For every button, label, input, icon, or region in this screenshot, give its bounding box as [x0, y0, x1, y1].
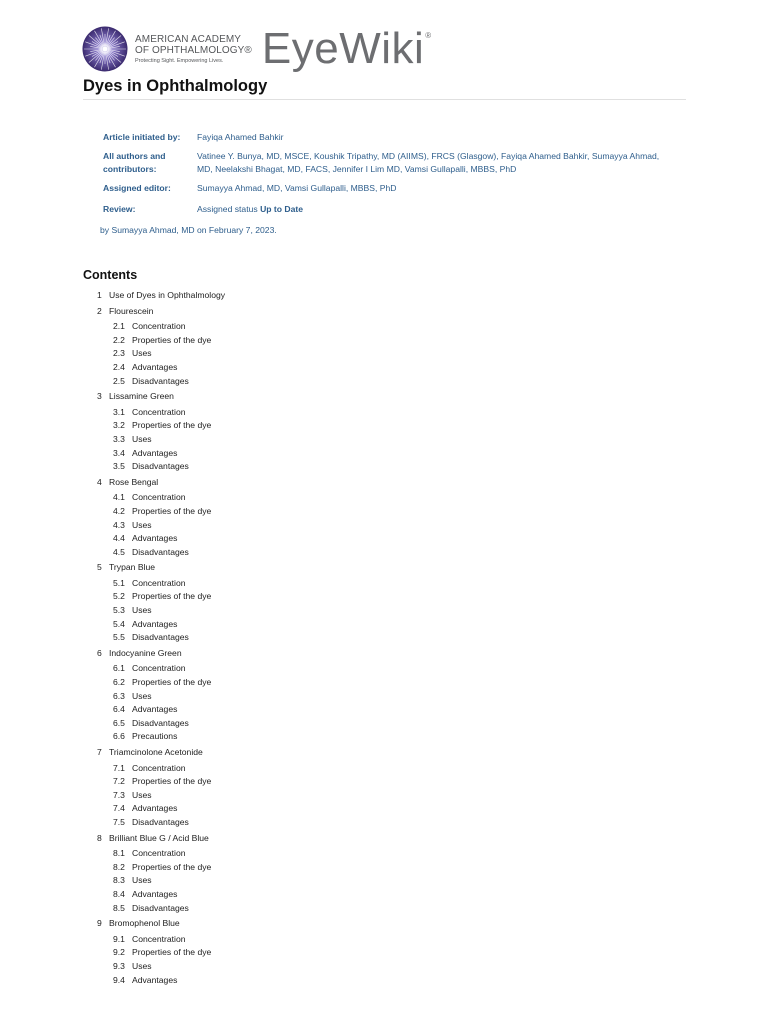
- toc-link[interactable]: [97, 476, 497, 490]
- toc-subtitle: Disadvantages: [132, 632, 189, 643]
- toc-number: 7: [97, 747, 102, 757]
- toc-subtitle: Uses: [132, 433, 152, 444]
- toc-subtitle: Properties of the dye: [132, 591, 212, 602]
- toc-title: Indocyanine Green: [109, 647, 182, 658]
- toc-link[interactable]: [97, 289, 497, 303]
- toc-subnumber: 7.4: [113, 803, 125, 814]
- toc-subtitle: Disadvantages: [132, 717, 189, 728]
- toc-subnumber: 4.3: [113, 519, 125, 530]
- toc-sublink[interactable]: [113, 762, 497, 776]
- toc-sublink[interactable]: [113, 618, 497, 632]
- article-info: [103, 131, 663, 216]
- review-by-line[interactable]: by Sumayya Ahmad, MD on February 7, 2023.: [100, 225, 277, 235]
- toc-subtitle: Advantages: [132, 803, 178, 814]
- toc-subtitle: Advantages: [132, 361, 178, 372]
- toc-number: 1: [97, 290, 102, 300]
- toc-subnumber: 6.6: [113, 731, 125, 742]
- toc-subtitle: Concentration: [132, 663, 186, 674]
- toc-sublink[interactable]: [113, 334, 497, 348]
- toc-sublist: [97, 320, 497, 388]
- toc-subnumber: 6.1: [113, 663, 125, 674]
- toc-section: [97, 476, 497, 560]
- toc-subtitle: Concentration: [132, 321, 186, 332]
- eyewiki-wordmark: [261, 24, 432, 73]
- toc-title: Lissamine Green: [109, 391, 174, 402]
- toc-link[interactable]: [97, 746, 497, 760]
- toc-section: [97, 390, 497, 474]
- toc-subnumber: 3.5: [113, 461, 125, 472]
- toc-sublink[interactable]: [113, 320, 497, 334]
- toc-subnumber: 7.2: [113, 776, 125, 787]
- toc-title: Bromophenol Blue: [109, 918, 180, 929]
- toc-subtitle: Precautions: [132, 731, 178, 742]
- toc-title: Rose Bengal: [109, 476, 159, 487]
- toc-link[interactable]: [97, 917, 497, 931]
- toc-sublink[interactable]: [113, 946, 497, 960]
- toc-sublink[interactable]: [113, 631, 497, 645]
- toc-subtitle: Advantages: [132, 447, 178, 458]
- toc-subtitle: Disadvantages: [132, 375, 189, 386]
- page-title: Dyes in Ophthalmology: [83, 77, 686, 100]
- toc-subtitle: Properties of the dye: [132, 505, 212, 516]
- toc-subnumber: 5.4: [113, 618, 125, 629]
- toc-subtitle: Advantages: [132, 533, 178, 544]
- toc-sublink[interactable]: [113, 703, 497, 717]
- article-info-row: [103, 150, 663, 176]
- toc-link[interactable]: [97, 832, 497, 846]
- toc-subnumber: 9.2: [113, 947, 125, 958]
- toc-title: Use of Dyes in Ophthalmology: [109, 290, 226, 300]
- toc-subnumber: 2.3: [113, 348, 125, 359]
- toc-subtitle: Uses: [132, 348, 152, 359]
- aao-starburst-icon: [82, 26, 128, 72]
- toc-subtitle: Properties of the dye: [132, 677, 212, 688]
- toc-subtitle: Disadvantages: [132, 546, 189, 557]
- toc-subnumber: 8.4: [113, 888, 125, 899]
- toc-subtitle: Concentration: [132, 762, 186, 773]
- toc-sublink[interactable]: [113, 690, 497, 704]
- toc-subtitle: Disadvantages: [132, 902, 189, 913]
- review-status-value: Up to Date: [260, 204, 304, 214]
- toc-subnumber: 8.3: [113, 875, 125, 886]
- toc-sublink[interactable]: [113, 546, 497, 560]
- toc-subnumber: 6.2: [113, 677, 125, 688]
- toc-section: [97, 289, 497, 303]
- toc-subnumber: 2.4: [113, 361, 125, 372]
- toc-sublink[interactable]: [113, 361, 497, 375]
- toc-sublink[interactable]: [113, 532, 497, 546]
- toc-subtitle: Properties of the dye: [132, 776, 212, 787]
- toc-sublink[interactable]: [113, 717, 497, 731]
- toc-subtitle: Concentration: [132, 406, 186, 417]
- toc-sublink[interactable]: [113, 847, 497, 861]
- toc-sublink[interactable]: [113, 604, 497, 618]
- toc-sublink[interactable]: [113, 447, 497, 461]
- toc-subtitle: Uses: [132, 875, 152, 886]
- info-label: Assigned editor:: [103, 183, 171, 193]
- toc-sublink[interactable]: [113, 460, 497, 474]
- toc-sublink[interactable]: [113, 419, 497, 433]
- toc-sublist: [97, 491, 497, 559]
- org-name: [135, 34, 252, 65]
- toc-sublink[interactable]: [113, 874, 497, 888]
- toc-section: [97, 647, 497, 744]
- toc-subtitle: Uses: [132, 519, 152, 530]
- toc-subnumber: 4.1: [113, 492, 125, 503]
- toc-subtitle: Properties of the dye: [132, 861, 212, 872]
- toc-subtitle: Uses: [132, 789, 152, 800]
- wordmark-text: EyeWiki: [261, 24, 425, 73]
- toc-link[interactable]: [97, 647, 497, 661]
- info-value[interactable]: Fayiqa Ahamed Bahkir: [197, 132, 284, 142]
- toc-subtitle: Advantages: [132, 704, 178, 715]
- toc-sublink[interactable]: [113, 802, 497, 816]
- toc-subnumber: 4.5: [113, 546, 125, 557]
- toc-subnumber: 3.2: [113, 420, 125, 431]
- toc-sublink[interactable]: [113, 375, 497, 389]
- site-logo[interactable]: [82, 26, 432, 72]
- toc-subnumber: 7.5: [113, 816, 125, 827]
- toc-section: [97, 746, 497, 830]
- toc-subtitle: Properties of the dye: [132, 420, 212, 431]
- toc-subnumber: 5.5: [113, 632, 125, 643]
- contents-heading: Contents: [83, 268, 138, 282]
- toc-subnumber: 3.3: [113, 433, 125, 444]
- toc-subnumber: 5.3: [113, 605, 125, 616]
- toc-sublist: [97, 933, 497, 987]
- registered-mark: ®: [425, 31, 432, 40]
- toc-subtitle: Concentration: [132, 848, 186, 859]
- article-info-row: [103, 182, 663, 195]
- toc-subtitle: Concentration: [132, 577, 186, 588]
- toc-number: 6: [97, 647, 102, 658]
- toc-number: 3: [97, 391, 102, 402]
- toc-sublist: [97, 577, 497, 645]
- info-label: Article initiated by:: [103, 132, 181, 142]
- review-label: Review:: [103, 204, 136, 214]
- toc-subtitle: Disadvantages: [132, 461, 189, 472]
- toc-sublink[interactable]: [113, 577, 497, 591]
- info-value[interactable]: Sumayya Ahmad, MD, Vamsi Gullapalli, MBBS, PhD: [197, 183, 397, 193]
- org-name-line1: AMERICAN ACADEMY: [135, 33, 242, 45]
- toc-sublink[interactable]: [113, 933, 497, 947]
- toc-subnumber: 9.3: [113, 960, 125, 971]
- toc-sublist: [97, 662, 497, 744]
- org-name-line2: OF OPHTHALMOLOGY®: [135, 44, 252, 56]
- toc-sublink[interactable]: [113, 491, 497, 505]
- toc-subnumber: 3.4: [113, 447, 125, 458]
- toc-number: 9: [97, 918, 102, 929]
- toc-section: [97, 561, 497, 645]
- toc-subtitle: Advantages: [132, 974, 178, 985]
- toc-sublink[interactable]: [113, 775, 497, 789]
- toc-section: [97, 832, 497, 916]
- review-status: [197, 203, 663, 216]
- toc-subtitle: Advantages: [132, 618, 178, 629]
- toc-title: Brilliant Blue G / Acid Blue: [109, 832, 209, 843]
- toc-subnumber: 7.1: [113, 762, 125, 773]
- toc-subnumber: 3.1: [113, 406, 125, 417]
- toc-sublink[interactable]: [113, 816, 497, 830]
- table-of-contents: [97, 289, 497, 989]
- toc-subtitle: Uses: [132, 960, 152, 971]
- toc-subnumber: 9.4: [113, 974, 125, 985]
- toc-sublist: [97, 406, 497, 474]
- toc-sublink[interactable]: [113, 590, 497, 604]
- toc-link[interactable]: [97, 305, 497, 319]
- toc-sublink[interactable]: [113, 347, 497, 361]
- toc-link[interactable]: [97, 390, 497, 404]
- article-info-row: [103, 131, 663, 144]
- toc-sublink[interactable]: [113, 519, 497, 533]
- toc-subtitle: Uses: [132, 690, 152, 701]
- toc-subtitle: Concentration: [132, 492, 186, 503]
- toc-sublink[interactable]: [113, 662, 497, 676]
- toc-sublink[interactable]: [113, 974, 497, 988]
- toc-subnumber: 8.2: [113, 861, 125, 872]
- toc-subnumber: 6.5: [113, 717, 125, 728]
- org-tagline: Protecting Sight. Empowering Lives.: [135, 57, 224, 64]
- info-value[interactable]: Vatinee Y. Bunya, MD, MSCE, Koushik Tripathy, MD (AIIMS), FRCS (Glasgow), Fayiqa Ahamed Bahkir, Sumayya Ahmad, MD, Neelakshi Bhagat, MD, FACS, Jennifer I Lim MD, Vamsi Gullapalli, MBBS, PhD: [197, 151, 660, 174]
- toc-subtitle: Concentration: [132, 933, 186, 944]
- toc-subtitle: Disadvantages: [132, 816, 189, 827]
- toc-sublink[interactable]: [113, 861, 497, 875]
- toc-subnumber: 6.4: [113, 704, 125, 715]
- toc-sublink[interactable]: [113, 676, 497, 690]
- toc-sublink[interactable]: [113, 406, 497, 420]
- review-status-prefix: Assigned status: [197, 204, 261, 214]
- toc-title: Triamcinolone Acetonide: [109, 747, 203, 757]
- toc-subnumber: 2.5: [113, 375, 125, 386]
- toc-sublink[interactable]: [113, 888, 497, 902]
- toc-sublink[interactable]: [113, 789, 497, 803]
- toc-sublist: [97, 762, 497, 830]
- toc-link[interactable]: [97, 561, 497, 575]
- toc-subnumber: 9.1: [113, 933, 125, 944]
- toc-subnumber: 6.3: [113, 690, 125, 701]
- toc-subtitle: Uses: [132, 605, 152, 616]
- info-label: All authors and contributors:: [103, 151, 166, 174]
- toc-subtitle: Properties of the dye: [132, 947, 212, 958]
- toc-section: [97, 917, 497, 987]
- toc-subnumber: 4.2: [113, 505, 125, 516]
- toc-subnumber: 8.5: [113, 902, 125, 913]
- toc-sublist: [97, 847, 497, 915]
- toc-subnumber: 4.4: [113, 533, 125, 544]
- toc-subnumber: 5.1: [113, 577, 125, 588]
- toc-sublink[interactable]: [113, 505, 497, 519]
- toc-number: 5: [97, 562, 102, 573]
- toc-subtitle: Advantages: [132, 888, 178, 899]
- toc-number: 4: [97, 476, 102, 487]
- toc-subnumber: 7.3: [113, 789, 125, 800]
- toc-sublink[interactable]: [113, 960, 497, 974]
- toc-subnumber: 8.1: [113, 848, 125, 859]
- toc-sublink[interactable]: [113, 433, 497, 447]
- toc-subtitle: Properties of the dye: [132, 334, 212, 345]
- toc-subnumber: 2.1: [113, 321, 125, 332]
- toc-subnumber: 2.2: [113, 334, 125, 345]
- toc-number: 8: [97, 832, 102, 843]
- toc-number: 2: [97, 305, 102, 316]
- toc-sublink[interactable]: [113, 730, 497, 744]
- toc-section: [97, 305, 497, 389]
- toc-title: Flourescein: [109, 305, 154, 316]
- toc-title: Trypan Blue: [109, 562, 156, 573]
- review-row: [103, 203, 663, 216]
- toc-sublink[interactable]: [113, 902, 497, 916]
- toc-subnumber: 5.2: [113, 591, 125, 602]
